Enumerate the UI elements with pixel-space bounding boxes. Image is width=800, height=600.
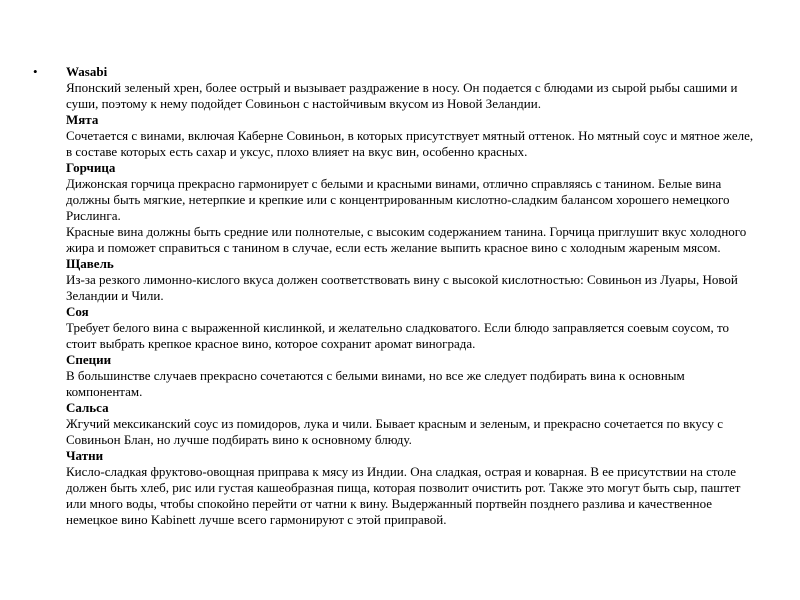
entry-chutney [66, 448, 756, 528]
entry-mustard [66, 160, 756, 256]
entry-sorrel [66, 256, 756, 304]
entry-text: Кисло-сладкая фруктово-овощная приправа к мясу из Индии. Она сладкая, острая и коварная. В ее присутствии на столе должен быть хлеб, рис или густая кашеобразная пища, которая позволит очистить рот. Также это могут быть сыр, паштет или много воды, чтобы спокойно перейти от чатни к вину. Выдержанный портвейн позднего разлива и качественное немецкое вино Kabinett лучше всего гармонируют с этой приправой. [66, 464, 741, 527]
entry-mint [66, 112, 756, 160]
entry-title: Wasabi [66, 64, 108, 79]
entry-text: Жгучий мексиканский соус из помидоров, лука и чили. Бывает красным и зеленым, и прекрасно сочетается по вкусу с Совиньон Блан, но лучше подбирать вино к основному блюду. [66, 416, 724, 447]
list-bullet: • [33, 64, 38, 79]
entry-text: Дижонская горчица прекрасно гармонирует с белыми и красными винами, отлично справляясь с танином. Белые вина должны быть мягкие, нетерпкие и крепкие или с концентрированным кислотно-сладким балансом хорошего немецкого Рислинга. [66, 176, 730, 223]
entry-title: Сальса [66, 400, 109, 415]
entry-salsa [66, 400, 756, 448]
entry-text: Сочетается с винами, включая Каберне Совиньон, в которых присутствует мятный оттенок. Но мятный соус и мятное желе, в составе которых есть сахар и уксус, плохо влияет на вкус вин, особенно красных. [66, 128, 754, 159]
entry-text: Японский зеленый хрен, более острый и вызывает раздражение в носу. Он подается с блюдами из сырой рыбы сашими и суши, поэтому к нему подойдет Совиньон с настойчивым вкусом из Новой Зеландии. [66, 80, 738, 111]
entry-text: Из-за резкого лимонно-кислого вкуса должен соответствовать вину с высокой кислотностью: Совиньон из Луары, Новой Зеландии и Чили. [66, 272, 738, 303]
entry-title: Щавель [66, 256, 114, 271]
entry-spices [66, 352, 756, 400]
entry-wasabi [66, 64, 756, 112]
entry-soy [66, 304, 756, 352]
entry-title: Специи [66, 352, 112, 367]
entry-title: Соя [66, 304, 89, 319]
entry-text: Требует белого вина с выраженной кислинкой, и желательно сладковатого. Если блюдо заправляется соевым соусом, то стоит выбрать крепкое красное вино, которое сохранит аромат винограда. [66, 320, 729, 351]
entry-title: Горчица [66, 160, 116, 175]
entry-text: Красные вина должны быть средние или полнотелые, с высоким содержанием танина. Горчица приглушит вкус холодного жира и поможет справиться с танином в случае, если есть желание выпить красное вино с холодным жареным мясом. [66, 224, 747, 255]
entry-title: Мята [66, 112, 99, 127]
entry-text: В большинстве случаев прекрасно сочетаются с белыми винами, но все же следует подбирать вина к основным компонентам. [66, 368, 685, 399]
condiment-list [66, 64, 756, 528]
entry-title: Чатни [66, 448, 104, 463]
